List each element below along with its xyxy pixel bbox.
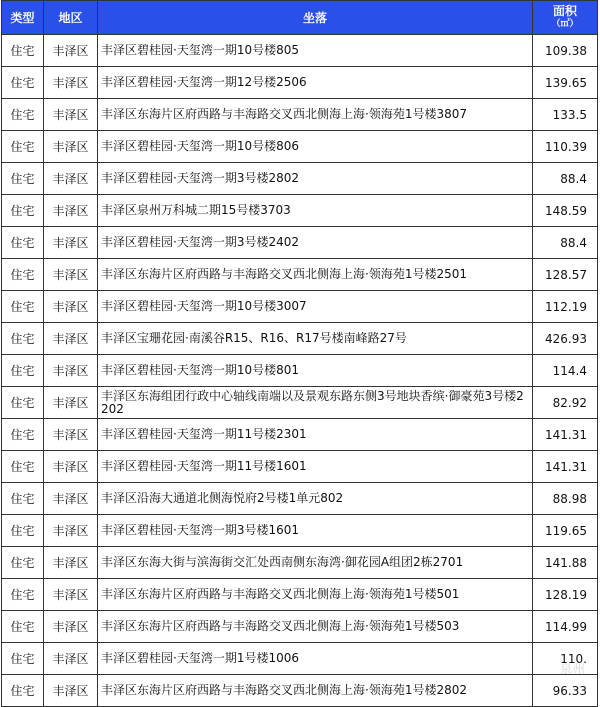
table-row bbox=[2, 387, 598, 419]
cell-area: 88.98 bbox=[533, 483, 598, 515]
cell-area: 114.4 bbox=[533, 355, 598, 387]
cell-area: 139.65 bbox=[533, 67, 598, 99]
cell-district: 丰泽区 bbox=[44, 227, 98, 259]
cell-type: 住宅 bbox=[2, 355, 44, 387]
header-area-label: 面积 bbox=[552, 3, 577, 18]
cell-type: 住宅 bbox=[2, 419, 44, 451]
cell-area: 426.93 bbox=[533, 323, 598, 355]
cell-address: 丰泽区东海片区府西路与丰海路交叉西北侧海上海·领海苑1号楼503 bbox=[98, 611, 533, 643]
cell-address: 丰泽区碧桂园·天玺湾一期1号楼1006 bbox=[98, 643, 533, 675]
table-header-row bbox=[2, 1, 598, 35]
cell-type: 住宅 bbox=[2, 35, 44, 67]
cell-area: 133.5 bbox=[533, 99, 598, 131]
cell-address: 丰泽区东海组团行政中心轴线南端以及景观东路东侧3号地块香缤·御豪苑3号楼2202 bbox=[98, 387, 533, 419]
cell-district: 丰泽区 bbox=[44, 419, 98, 451]
cell-address: 丰泽区碧桂园·天玺湾一期10号楼805 bbox=[98, 35, 533, 67]
cell-type: 住宅 bbox=[2, 675, 44, 707]
cell-address: 丰泽区东海片区府西路与丰海路交叉西北侧海上海·领海苑1号楼2802 bbox=[98, 675, 533, 707]
table-row bbox=[2, 259, 598, 291]
cell-area: 112.19 bbox=[533, 291, 598, 323]
cell-address: 丰泽区宝珊花园·南溪谷R15、R16、R17号楼南峰路27号 bbox=[98, 323, 533, 355]
cell-district: 丰泽区 bbox=[44, 547, 98, 579]
cell-area: 148.59 bbox=[533, 195, 598, 227]
table-row bbox=[2, 67, 598, 99]
table-row bbox=[2, 99, 598, 131]
cell-district: 丰泽区 bbox=[44, 483, 98, 515]
cell-district: 丰泽区 bbox=[44, 67, 98, 99]
table-row bbox=[2, 483, 598, 515]
table-row bbox=[2, 355, 598, 387]
cell-area: 128.57 bbox=[533, 259, 598, 291]
cell-type: 住宅 bbox=[2, 99, 44, 131]
cell-area: 96.33 bbox=[533, 675, 598, 707]
table-row bbox=[2, 131, 598, 163]
table-row bbox=[2, 579, 598, 611]
cell-type: 住宅 bbox=[2, 579, 44, 611]
cell-area: 82.92 bbox=[533, 387, 598, 419]
cell-district: 丰泽区 bbox=[44, 195, 98, 227]
cell-area: 110.39 bbox=[533, 131, 598, 163]
cell-district: 丰泽区 bbox=[44, 675, 98, 707]
cell-address: 丰泽区碧桂园·天玺湾一期10号楼801 bbox=[98, 355, 533, 387]
cell-type: 住宅 bbox=[2, 227, 44, 259]
cell-address: 丰泽区东海大街与滨海街交汇处西南侧东海湾·御花园A组团2栋2701 bbox=[98, 547, 533, 579]
header-area-unit: （㎡） bbox=[551, 18, 579, 29]
cell-type: 住宅 bbox=[2, 451, 44, 483]
header-address: 坐落 bbox=[98, 1, 533, 35]
cell-type: 住宅 bbox=[2, 323, 44, 355]
table-row bbox=[2, 675, 598, 707]
cell-area: 114.99 bbox=[533, 611, 598, 643]
cell-address: 丰泽区沿海大通道北侧海悦府2号楼1单元802 bbox=[98, 483, 533, 515]
cell-district: 丰泽区 bbox=[44, 643, 98, 675]
table-row bbox=[2, 451, 598, 483]
cell-district: 丰泽区 bbox=[44, 259, 98, 291]
cell-type: 住宅 bbox=[2, 611, 44, 643]
cell-district: 丰泽区 bbox=[44, 131, 98, 163]
cell-type: 住宅 bbox=[2, 163, 44, 195]
cell-area: 110. bbox=[533, 643, 598, 675]
watermark: 泉州 bbox=[559, 662, 586, 676]
cell-type: 住宅 bbox=[2, 131, 44, 163]
cell-address: 丰泽区泉州万科城二期15号楼3703 bbox=[98, 195, 533, 227]
cell-area: 141.88 bbox=[533, 547, 598, 579]
cell-address: 丰泽区碧桂园·天玺湾一期3号楼2802 bbox=[98, 163, 533, 195]
cell-district: 丰泽区 bbox=[44, 387, 98, 419]
cell-address: 丰泽区碧桂园·天玺湾一期3号楼1601 bbox=[98, 515, 533, 547]
cell-type: 住宅 bbox=[2, 547, 44, 579]
table-row bbox=[2, 35, 598, 67]
table-row bbox=[2, 547, 598, 579]
cell-district: 丰泽区 bbox=[44, 611, 98, 643]
cell-address: 丰泽区碧桂园·天玺湾一期10号楼3007 bbox=[98, 291, 533, 323]
cell-area: 128.19 bbox=[533, 579, 598, 611]
header-type: 类型 bbox=[2, 1, 44, 35]
cell-type: 住宅 bbox=[2, 195, 44, 227]
header-area bbox=[533, 1, 598, 35]
cell-type: 住宅 bbox=[2, 387, 44, 419]
table-row bbox=[2, 291, 598, 323]
cell-address: 丰泽区碧桂园·天玺湾一期11号楼1601 bbox=[98, 451, 533, 483]
table-row bbox=[2, 643, 598, 675]
cell-district: 丰泽区 bbox=[44, 579, 98, 611]
cell-type: 住宅 bbox=[2, 483, 44, 515]
cell-district: 丰泽区 bbox=[44, 451, 98, 483]
table-row bbox=[2, 611, 598, 643]
cell-address: 丰泽区东海片区府西路与丰海路交叉西北侧海上海·领海苑1号楼501 bbox=[98, 579, 533, 611]
cell-area: 119.65 bbox=[533, 515, 598, 547]
table-row bbox=[2, 195, 598, 227]
table-row bbox=[2, 227, 598, 259]
cell-district: 丰泽区 bbox=[44, 355, 98, 387]
cell-type: 住宅 bbox=[2, 515, 44, 547]
cell-address: 丰泽区碧桂园·天玺湾一期11号楼2301 bbox=[98, 419, 533, 451]
cell-type: 住宅 bbox=[2, 259, 44, 291]
cell-address: 丰泽区东海片区府西路与丰海路交叉西北侧海上海·领海苑1号楼3807 bbox=[98, 99, 533, 131]
cell-district: 丰泽区 bbox=[44, 515, 98, 547]
cell-district: 丰泽区 bbox=[44, 99, 98, 131]
cell-area: 141.31 bbox=[533, 419, 598, 451]
cell-district: 丰泽区 bbox=[44, 35, 98, 67]
property-table bbox=[1, 0, 598, 707]
cell-type: 住宅 bbox=[2, 291, 44, 323]
table-row bbox=[2, 163, 598, 195]
table-row bbox=[2, 323, 598, 355]
cell-area: 88.4 bbox=[533, 163, 598, 195]
cell-area: 141.31 bbox=[533, 451, 598, 483]
table-row bbox=[2, 419, 598, 451]
cell-area: 88.4 bbox=[533, 227, 598, 259]
cell-district: 丰泽区 bbox=[44, 323, 98, 355]
header-district: 地区 bbox=[44, 1, 98, 35]
cell-district: 丰泽区 bbox=[44, 291, 98, 323]
table-row bbox=[2, 515, 598, 547]
cell-type: 住宅 bbox=[2, 643, 44, 675]
cell-address: 丰泽区碧桂园·天玺湾一期10号楼806 bbox=[98, 131, 533, 163]
cell-area: 109.38 bbox=[533, 35, 598, 67]
cell-address: 丰泽区碧桂园·天玺湾一期3号楼2402 bbox=[98, 227, 533, 259]
cell-type: 住宅 bbox=[2, 67, 44, 99]
cell-address: 丰泽区东海片区府西路与丰海路交叉西北侧海上海·领海苑1号楼2501 bbox=[98, 259, 533, 291]
cell-district: 丰泽区 bbox=[44, 163, 98, 195]
cell-address: 丰泽区碧桂园·天玺湾一期12号楼2506 bbox=[98, 67, 533, 99]
